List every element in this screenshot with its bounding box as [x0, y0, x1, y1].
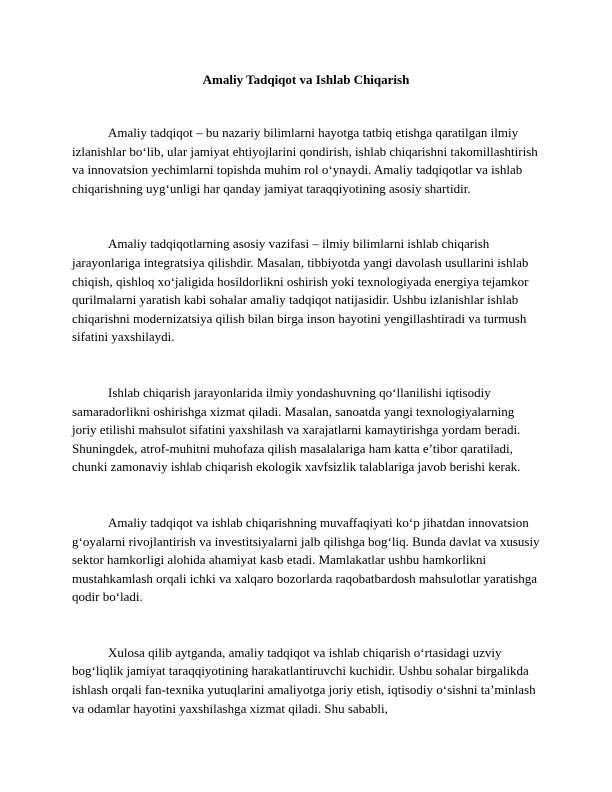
paragraph-2: Amaliy tadqiqotlarning asosiy vazifasi – ilmiy bilimlarni ishlab chiqarish jarayonlariga integratsiya qilishdir. Masalan, tibbiyotda yangi davolash usullarini ishlab chiqish, qishloq xo‘jaligida hosildorlikni oshirish yoki texnologiyada energiya tejamkor qurilmalarni yaratish kabi sohalar amaliy tadqiqot natijasidir. Ushbu izlanishlar ishlab chiqarishni modernizatsiya qilish bilan birga inson hayotini yengillashtiradi va turmush sifatini yaxshilaydi.	[72, 236, 529, 345]
document-title: Amaliy Tadqiqot va Ishlab Chiqarish	[202, 72, 410, 87]
paragraph-4: Amaliy tadqiqot va ishlab chiqarishning muvaffaqiyati ko‘p jihatdan innovatsion g‘oyalarni rivojlantirish va investitsiyalarni jalb qilishga bog‘liq. Bunda davlat va xususiy sektor hamkorligi alohida ahamiyat kasb etadi. Mamlakatlar ushbu hamkorlikni mustahkamlash orqali ichki va xalqaro bozorlarda raqobatbardosh mahsulotlar yaratishga qodir bo‘ladi.	[72, 514, 540, 605]
paragraph-5: Xulosa qilib aytganda, amaliy tadqiqot va ishlab chiqarish o‘rtasidagi uzviy bog‘liqlik jamiyat taraqqiyotining harakatlantiruvchi kuchidir. Ushbu sohalar birgalikda ishlash orqali fan-texnika yutuqlarini amaliyotga joriy etish, iqtisodiy o‘sishni ta’minlash va odamlar hayotini yaxshilashga xizmat qiladi. Shu sababli,	[72, 644, 536, 716]
paragraph-1: Amaliy tadqiqot – bu nazariy bilimlarni hayotga tatbiq etishga qaratilgan ilmiy izlanishlar bo‘lib, ular jamiyat ehtiyojlarini qondirish, ishlab chiqarishni takomillashtirish va innovatsion yechimlarni topishda muhim rol o‘ynaydi. Amaliy tadqiqotlar va ishlab chiqarishning uyg‘unligi har qanday jamiyat taraqqiyotining asosiy shartidir.	[72, 125, 538, 196]
paragraph-3: Ishlab chiqarish jarayonlarida ilmiy yondashuvning qo‘llanilishi iqtisodiy samaradorlikni oshirishga xizmat qiladi. Masalan, sanoatda yangi texnologiyalarning joriy etilishi mahsulot sifatini yaxshilash va xarajatlarni kamaytirishga yordam beradi. Shuningdek, atrof-muhitni muhofaza qilish masalalariga ham katta e’tibor qaratiladi, chunki zamonaviy ishlab chiqarish ekologik xavfsizlik talablariga javob berishi kerak.	[72, 384, 521, 475]
